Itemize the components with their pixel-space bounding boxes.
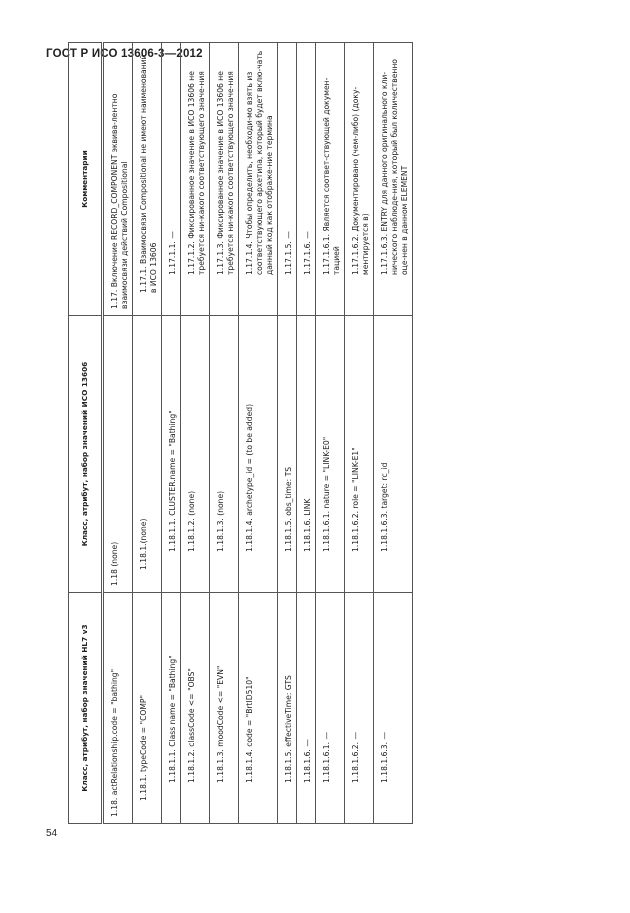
cell-comment: 1.17.1.6.2. Документировано (чем-либо) (доку-ментируется в) xyxy=(345,43,374,316)
column-header-iso: Класс, атрибут, набор значений ИСО 13606 xyxy=(69,316,103,593)
cell-comment: 1.17.1.4. Чтобы определить, необходи-мо взять из соответствующего архетипа, который будет вклю-чать данный код как отображе-ние термина xyxy=(239,43,278,316)
mapping-table xyxy=(68,42,413,824)
cell-comment: 1.17. Включение RECORD_COMPONENT эквива-лентно взаимосвязи действий Compositional xyxy=(103,43,133,316)
cell-hl7: 1.18.1.6.1. — xyxy=(316,593,345,824)
cell-iso: 1.18.1.1. CLUSTER.name = "Bathing" xyxy=(162,316,181,593)
table-row xyxy=(210,43,239,824)
cell-hl7: 1.18. actRelationship.code = "bathing" xyxy=(103,593,133,824)
table-header-row xyxy=(69,43,103,824)
cell-iso: 1.18.1.6.2. role = "LINK-E1" xyxy=(345,316,374,593)
cell-comment: 1.17.1. Взаимосвязи Compositional не имеют наименований в ИСО 13606 xyxy=(133,43,162,316)
table-row xyxy=(181,43,210,824)
cell-hl7: 1.18.1.3. moodCode <= "EVN" xyxy=(210,593,239,824)
cell-hl7: 1.18.1.6. — xyxy=(297,593,316,824)
cell-comment: 1.17.1.1. — xyxy=(162,43,181,316)
column-header-hl7: Класс, атрибут, набор значений HL7 v3 xyxy=(69,593,103,824)
document-header: ГОСТ Р ИСО 13606-3—2012 xyxy=(46,48,203,60)
column-header-comments: Комментарии xyxy=(69,43,103,316)
cell-hl7: 1.18.1.6.3. — xyxy=(374,593,413,824)
cell-iso: 1.18 (none) xyxy=(103,316,133,593)
table-row xyxy=(133,43,162,824)
page-number: 54 xyxy=(46,828,58,839)
cell-comment: 1.17.1.6.3. ENTRY для данного оригинального кли-нического наблюде-ния, который был количественно оце-нен в данном ELEMENT xyxy=(374,43,413,316)
cell-hl7: 1.18.1.4. code = "BrtID510" xyxy=(239,593,278,824)
cell-comment: 1.17.1.6.1. Является соответ-ствующей докумен-тацией xyxy=(316,43,345,316)
cell-comment: 1.17.1.5. — xyxy=(278,43,297,316)
cell-hl7: 1.18.1.1. Class name = "Bathing" xyxy=(162,593,181,824)
table-row xyxy=(162,43,181,824)
cell-comment: 1.17.1.2. Фиксированное значение в ИСО 13606 не требуется ни-какого соответствующего значе-ния xyxy=(181,43,210,316)
cell-iso: 1.18.1.(none) xyxy=(133,316,162,593)
cell-hl7: 1.18.1.5. effectiveTime: GTS xyxy=(278,593,297,824)
table-row xyxy=(345,43,374,824)
cell-comment: 1.17.1.6. — xyxy=(297,43,316,316)
cell-iso: 1.18.1.4. archetype_id = (to be added) xyxy=(239,316,278,593)
table-row xyxy=(239,43,278,824)
cell-iso: 1.18.1.3. (none) xyxy=(210,316,239,593)
cell-iso: 1.18.1.5. obs_time: TS xyxy=(278,316,297,593)
cell-iso: 1.18.1.6.3. target: rc_id xyxy=(374,316,413,593)
table-row xyxy=(103,43,133,824)
cell-iso: 1.18.1.6.1. nature = "LINK-E0" xyxy=(316,316,345,593)
table-row xyxy=(374,43,413,824)
table-row xyxy=(278,43,297,824)
cell-comment: 1.17.1.3. Фиксированное значение в ИСО 13606 не требуется ни-какого соответствующего значе-ния xyxy=(210,43,239,316)
cell-hl7: 1.18.1.6.2. — xyxy=(345,593,374,824)
table-row xyxy=(297,43,316,824)
table-row xyxy=(316,43,345,824)
cell-hl7: 1.18.1. typeCode = "COMP" xyxy=(133,593,162,824)
cell-iso: 1.18.1.6. LINK xyxy=(297,316,316,593)
cell-hl7: 1.18.1.2. classCode <= "OBS" xyxy=(181,593,210,824)
cell-iso: 1.18.1.2. (none) xyxy=(181,316,210,593)
